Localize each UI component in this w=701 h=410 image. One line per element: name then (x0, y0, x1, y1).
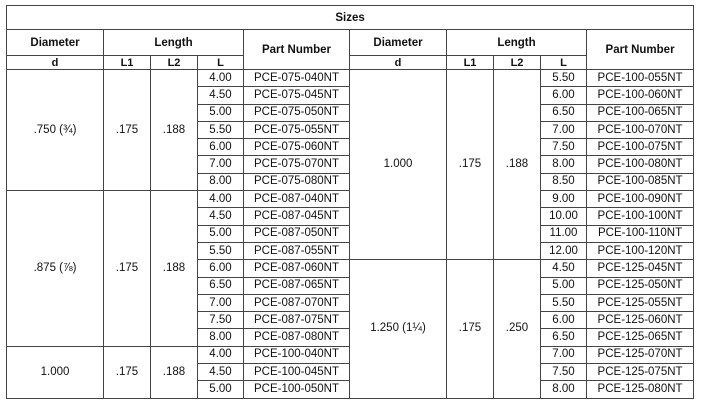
l2-cell: .250 (494, 260, 541, 398)
length-l-cell: 8.00 (541, 156, 587, 173)
part-number-cell: PCE-100-080NT (587, 156, 694, 173)
length-l-cell: 4.50 (541, 260, 587, 277)
part-number-cell: PCE-087-050NT (244, 225, 350, 242)
length-l-cell: 6.00 (198, 139, 244, 156)
length-l-cell: 4.50 (198, 87, 244, 104)
l1-cell: .175 (104, 191, 151, 347)
part-number-cell: PCE-075-070NT (244, 156, 350, 173)
length-l-cell: 6.50 (198, 277, 244, 294)
header-length-left: Length (104, 30, 244, 56)
length-l-cell: 5.00 (198, 225, 244, 242)
table-body (7, 70, 694, 399)
length-l-cell: 9.00 (541, 191, 587, 208)
header-l1-right: L1 (447, 56, 494, 70)
diameter-cell: 1.250 (1¼) (350, 260, 447, 398)
l1-cell: .175 (447, 260, 494, 398)
l1-cell: .175 (104, 70, 151, 191)
length-l-cell: 6.00 (541, 312, 587, 329)
length-l-cell: 8.00 (198, 329, 244, 346)
part-number-cell: PCE-125-060NT (587, 312, 694, 329)
part-number-cell: PCE-125-045NT (587, 260, 694, 277)
length-l-cell: 5.50 (541, 70, 587, 87)
length-l-cell: 7.00 (541, 121, 587, 138)
length-l-cell: 5.00 (198, 104, 244, 121)
length-l-cell: 8.00 (198, 173, 244, 190)
table-title: Sizes (7, 6, 694, 30)
header-l-left: L (198, 56, 244, 70)
header-diameter-left: Diameter (7, 30, 104, 56)
l2-cell: .188 (151, 70, 198, 191)
diameter-cell: 1.000 (7, 346, 104, 398)
length-l-cell: 5.50 (198, 121, 244, 138)
length-l-cell: 5.00 (541, 277, 587, 294)
length-l-cell: 8.00 (541, 381, 587, 398)
part-number-cell: PCE-100-040NT (244, 346, 350, 363)
length-l-cell: 12.00 (541, 242, 587, 259)
part-number-cell: PCE-125-080NT (587, 381, 694, 398)
part-number-cell: PCE-075-040NT (244, 70, 350, 87)
length-l-cell: 7.00 (541, 346, 587, 363)
length-l-cell: 7.00 (198, 156, 244, 173)
header-part-number-right: Part Number (587, 30, 694, 70)
l1-cell: .175 (447, 70, 494, 260)
header-diameter-right: Diameter (350, 30, 447, 56)
header-l-right: L (541, 56, 587, 70)
diameter-cell: .875 (⅞) (7, 191, 104, 347)
length-l-cell: 7.50 (198, 312, 244, 329)
part-number-cell: PCE-100-075NT (587, 139, 694, 156)
length-l-cell: 7.50 (541, 364, 587, 381)
part-number-cell: PCE-100-065NT (587, 104, 694, 121)
part-number-cell: PCE-087-045NT (244, 208, 350, 225)
length-l-cell: 5.50 (541, 294, 587, 311)
sizes-table (6, 5, 694, 399)
length-l-cell: 5.50 (198, 242, 244, 259)
part-number-cell: PCE-087-060NT (244, 260, 350, 277)
header-d-right: d (350, 56, 447, 70)
part-number-cell: PCE-100-120NT (587, 242, 694, 259)
header-l2-left: L2 (151, 56, 198, 70)
length-l-cell: 8.50 (541, 173, 587, 190)
length-l-cell: 4.50 (198, 208, 244, 225)
length-l-cell: 6.50 (541, 329, 587, 346)
length-l-cell: 5.00 (198, 381, 244, 398)
diameter-cell: .750 (¾) (7, 70, 104, 191)
part-number-cell: PCE-100-045NT (244, 364, 350, 381)
part-number-cell: PCE-100-110NT (587, 225, 694, 242)
length-l-cell: 4.50 (198, 364, 244, 381)
part-number-cell: PCE-100-050NT (244, 381, 350, 398)
length-l-cell: 6.00 (541, 87, 587, 104)
length-l-cell: 6.50 (541, 104, 587, 121)
part-number-cell: PCE-125-055NT (587, 294, 694, 311)
length-l-cell: 4.00 (198, 346, 244, 363)
part-number-cell: PCE-075-045NT (244, 87, 350, 104)
part-number-cell: PCE-125-070NT (587, 346, 694, 363)
length-l-cell: 10.00 (541, 208, 587, 225)
part-number-cell: PCE-075-050NT (244, 104, 350, 121)
part-number-cell: PCE-075-080NT (244, 173, 350, 190)
part-number-cell: PCE-100-055NT (587, 70, 694, 87)
length-l-cell: 7.50 (541, 139, 587, 156)
length-l-cell: 4.00 (198, 191, 244, 208)
part-number-cell: PCE-087-055NT (244, 242, 350, 259)
part-number-cell: PCE-125-065NT (587, 329, 694, 346)
part-number-cell: PCE-075-055NT (244, 121, 350, 138)
table-row (7, 70, 694, 87)
length-l-cell: 11.00 (541, 225, 587, 242)
diameter-cell: 1.000 (350, 70, 447, 260)
part-number-cell: PCE-087-040NT (244, 191, 350, 208)
part-number-cell: PCE-100-085NT (587, 173, 694, 190)
part-number-cell: PCE-087-065NT (244, 277, 350, 294)
length-l-cell: 6.00 (198, 260, 244, 277)
l2-cell: .188 (151, 191, 198, 347)
part-number-cell: PCE-087-080NT (244, 329, 350, 346)
length-l-cell: 7.00 (198, 294, 244, 311)
part-number-cell: PCE-087-070NT (244, 294, 350, 311)
part-number-cell: PCE-100-100NT (587, 208, 694, 225)
part-number-cell: PCE-075-060NT (244, 139, 350, 156)
header-d-left: d (7, 56, 104, 70)
header-part-number-left: Part Number (244, 30, 350, 70)
l2-cell: .188 (494, 70, 541, 260)
header-l1-left: L1 (104, 56, 151, 70)
part-number-cell: PCE-100-060NT (587, 87, 694, 104)
length-l-cell: 4.00 (198, 70, 244, 87)
part-number-cell: PCE-087-075NT (244, 312, 350, 329)
part-number-cell: PCE-100-090NT (587, 191, 694, 208)
l1-cell: .175 (104, 346, 151, 398)
part-number-cell: PCE-125-050NT (587, 277, 694, 294)
header-l2-right: L2 (494, 56, 541, 70)
part-number-cell: PCE-125-075NT (587, 364, 694, 381)
l2-cell: .188 (151, 346, 198, 398)
part-number-cell: PCE-100-070NT (587, 121, 694, 138)
header-length-right: Length (447, 30, 587, 56)
